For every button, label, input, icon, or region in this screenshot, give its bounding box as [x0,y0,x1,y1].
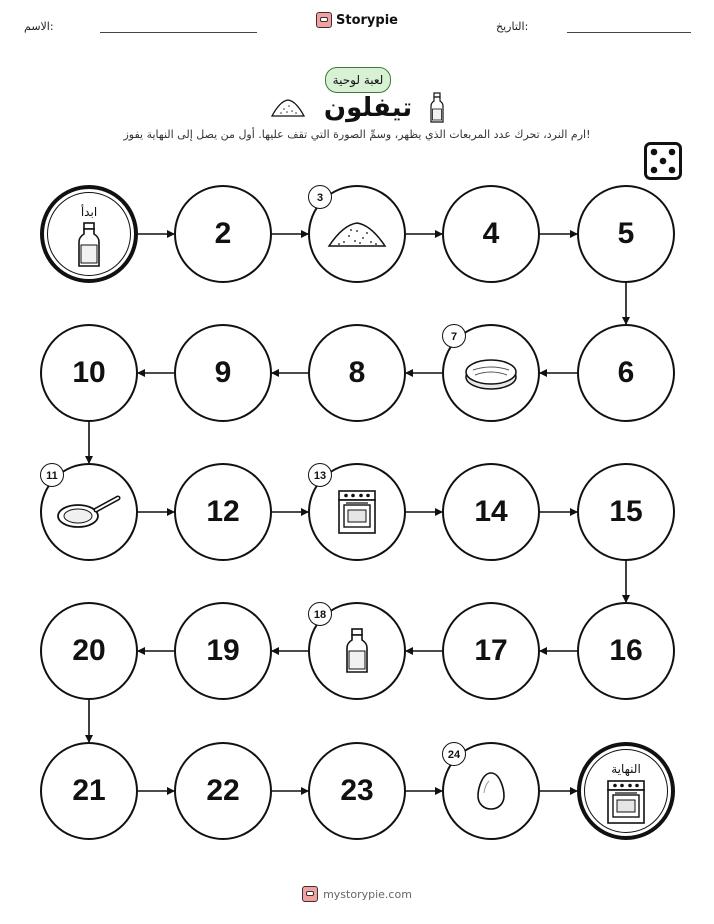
milk-bottle-icon [76,221,102,269]
board-space-13[interactable] [308,463,406,561]
board-space-16[interactable] [577,602,675,700]
board-space-5[interactable] [577,185,675,283]
space-number: 16 [609,634,643,667]
start-space[interactable] [40,185,138,283]
instructions: ارم النرد، تحرك عدد المربعات الذي يظهر، وسمِّ الصورة التي تقف عليها. أول من يصل إلى النهاية يفوز! [123,128,591,141]
space-number: 4 [482,217,500,250]
date-label: التاريخ: [496,20,529,33]
game-type-tag: لعبة لوحية [325,67,391,93]
space-number: 22 [206,774,240,807]
space-number-badge: 11 [40,463,64,487]
board-space-3[interactable] [308,185,406,283]
board-space-19[interactable] [174,602,272,700]
space-number: 9 [214,356,232,389]
space-number: 20 [72,634,106,667]
footer-site: mystorypie.com [323,887,412,901]
board-space-24[interactable] [442,742,540,840]
space-number: 23 [340,774,374,807]
board-space-15[interactable] [577,463,675,561]
storypie-logo-icon [302,886,318,902]
board-space-14[interactable] [442,463,540,561]
space-number-badge: 24 [442,742,466,766]
board-space-7[interactable] [442,324,540,422]
board-space-22[interactable] [174,742,272,840]
space-number: 15 [609,495,643,528]
space-number: 2 [214,217,232,250]
flour-pile-icon [327,219,387,249]
board-space-2[interactable] [174,185,272,283]
space-number: 10 [72,356,106,389]
board-space-23[interactable] [308,742,406,840]
pita-bread-icon [464,355,518,391]
finish-space[interactable] [577,742,675,840]
page-title: تيفلون [323,93,413,123]
space-number: 17 [474,634,508,667]
board-space-12[interactable] [174,463,272,561]
egg-icon [476,771,506,811]
space-number-badge: 18 [308,602,332,626]
space-number-badge: 7 [442,324,466,348]
board-space-10[interactable] [40,324,138,422]
board-space-11[interactable] [40,463,138,561]
space-number: 21 [72,774,106,807]
board-space-4[interactable] [442,185,540,283]
stove-icon [605,779,647,825]
frying-pan-icon [56,494,122,530]
board-space-20[interactable] [40,602,138,700]
name-label: الاسم: [24,20,54,33]
milk-bottle-icon [344,627,370,675]
space-number-badge: 13 [308,463,332,487]
board-space-9[interactable] [174,324,272,422]
brand-name: Storypie [336,12,398,28]
board-space-6[interactable] [577,324,675,422]
board-space-17[interactable] [442,602,540,700]
space-number: 6 [617,356,635,389]
space-number: 14 [474,495,508,528]
board-space-18[interactable] [308,602,406,700]
space-number: 8 [348,356,366,389]
stove-icon [336,489,378,535]
footer [0,886,714,905]
board-space-21[interactable] [40,742,138,840]
space-number: 5 [617,217,635,250]
start-label: ابدأ [80,205,98,219]
space-number: 19 [206,634,240,667]
finish-label: النهاية [611,762,641,776]
board-space-8[interactable] [308,324,406,422]
space-number-badge: 3 [308,185,332,209]
space-number: 12 [206,495,240,528]
